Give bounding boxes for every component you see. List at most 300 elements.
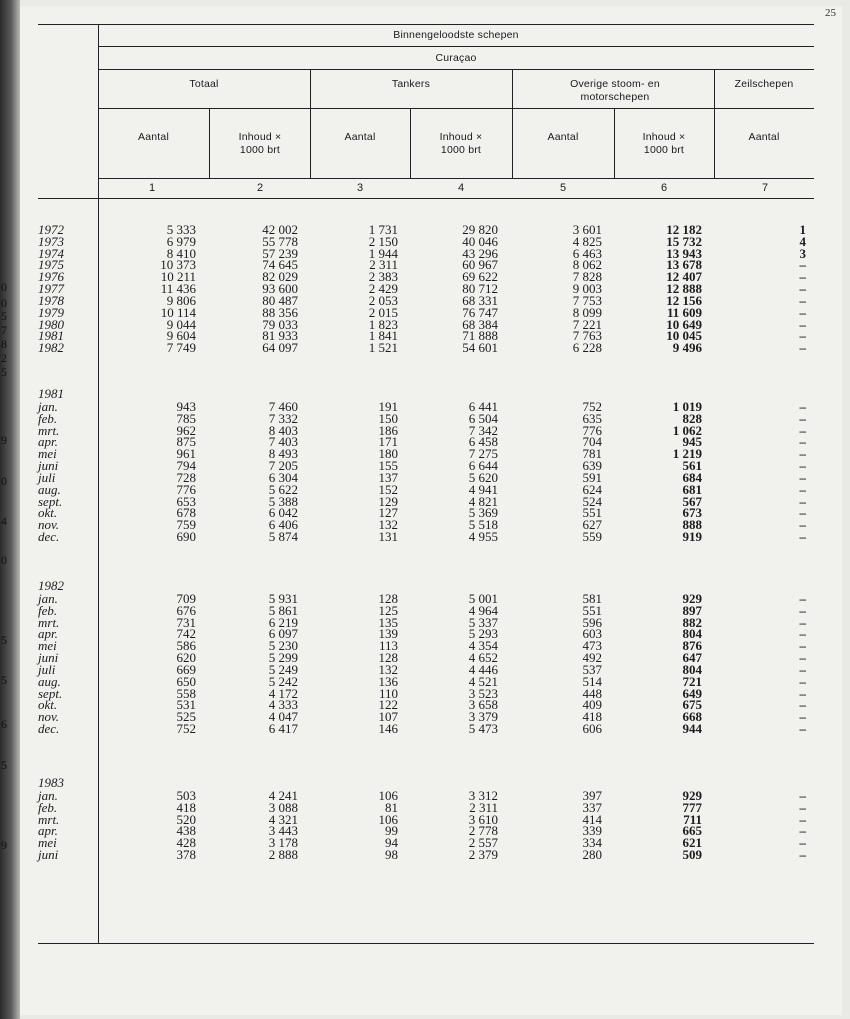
table-cell-col3: 186: [378, 422, 398, 438]
row-period-label: feb.: [38, 602, 58, 618]
table-cell-col5: 280: [582, 847, 602, 863]
table-cell-col4: 6 504: [468, 410, 498, 426]
table-cell-col1: 650: [176, 673, 196, 689]
col-divider-3: [614, 108, 615, 178]
table-cell-col3: 129: [378, 493, 398, 509]
table-cell-col2: 80 487: [262, 292, 298, 308]
table-cell-col3: 1 944: [368, 245, 398, 261]
table-cell-col1: 520: [176, 811, 196, 827]
table-cell-col4: 4 521: [468, 673, 498, 689]
table-cell-col2: 6 417: [268, 721, 298, 737]
table-cell-col2: 5 388: [268, 493, 298, 509]
table-cell-col7: –: [799, 638, 806, 654]
table-cell-col6: 649: [682, 685, 702, 701]
table-cell-col2: 55 778: [262, 233, 298, 249]
table-cell-col5: 596: [582, 614, 602, 630]
table-cell-col2: 64 097: [262, 340, 298, 356]
table-cell-col1: 503: [176, 788, 196, 803]
table-cell-col2: 3 178: [268, 835, 298, 851]
table-cell-col5: 603: [582, 626, 602, 642]
table-cell-col2: 6 406: [268, 517, 298, 533]
table-cell-col2: 6 042: [268, 505, 298, 521]
group-totaal: Totaal: [189, 78, 219, 90]
table-cell-col5: 551: [582, 505, 602, 521]
table-cell-col4: 76 747: [462, 304, 498, 320]
table-cell-col7: –: [799, 602, 806, 618]
margin-mark: 8: [1, 337, 7, 351]
table-cell-col1: 586: [176, 638, 196, 654]
table-cell-col5: 414: [582, 811, 602, 827]
table-cell-col1: 10 211: [160, 269, 196, 285]
table-cell-col7: –: [799, 614, 806, 630]
table-cell-col7: –: [799, 422, 806, 438]
table-cell-col4: 5 518: [468, 517, 498, 533]
table-cell-col7: –: [799, 835, 806, 851]
table-cell-col5: 776: [582, 422, 602, 438]
table-cell-col5: 704: [582, 434, 602, 450]
table-cell-col7: –: [799, 709, 806, 725]
row-period-label: mei: [38, 638, 57, 654]
table-cell-col2: 57 239: [262, 245, 298, 261]
col-head-inhoud-2: Inhoud × 1000 brt: [238, 131, 282, 156]
table-cell-col7: –: [799, 788, 806, 803]
row-period-label: sept.: [38, 685, 63, 701]
table-cell-col1: 558: [176, 685, 196, 701]
group-rule: [98, 108, 814, 109]
margin-mark: 7: [1, 323, 7, 337]
table-cell-col5: 4 825: [572, 233, 602, 249]
table-cell-col6: 9 496: [672, 340, 702, 356]
table-cell-col2: 5 230: [268, 638, 298, 654]
margin-mark: 9: [1, 838, 7, 852]
table-cell-col3: 1 823: [368, 316, 398, 332]
table-cell-col4: 80 712: [462, 281, 498, 297]
table-cell-col5: 473: [582, 638, 602, 654]
table-cell-col2: 7 205: [268, 458, 298, 474]
table-cell-col2: 6 097: [268, 626, 298, 642]
table-cell-col5: 334: [582, 835, 602, 851]
table-cell-col4: 4 941: [468, 481, 498, 497]
table-cell-col1: 5 333: [166, 222, 196, 237]
table-cell-col2: 7 460: [268, 399, 298, 414]
row-period-label: jan.: [38, 591, 58, 606]
table-cell-col1: 428: [176, 835, 196, 851]
table-cell-col6: 919: [682, 529, 702, 545]
table-cell-col3: 94: [385, 835, 398, 851]
table-cell-col3: 146: [378, 721, 398, 737]
table-cell-col4: 69 622: [462, 269, 498, 285]
table-cell-col1: 9 604: [166, 328, 196, 344]
table-cell-col7: –: [799, 446, 806, 462]
table-cell-col2: 4 321: [268, 811, 298, 827]
row-period-label: 1972: [38, 222, 64, 237]
table-cell-col1: 875: [176, 434, 196, 450]
table-cell-col4: 3 610: [468, 811, 498, 827]
table-cell-col6: 12 407: [666, 269, 702, 285]
table-cell-col7: –: [799, 626, 806, 642]
table-cell-col6: 929: [682, 591, 702, 606]
table-cell-col4: 5 001: [468, 591, 498, 606]
table-cell-col7: –: [799, 721, 806, 737]
table-cell-col3: 106: [378, 788, 398, 803]
table-cell-col5: 3 601: [572, 222, 602, 237]
table-cell-col7: –: [799, 434, 806, 450]
table-cell-col2: 88 356: [262, 304, 298, 320]
table-cell-col4: 6 458: [468, 434, 498, 450]
row-period-label: apr.: [38, 823, 58, 839]
table-cell-col4: 6 441: [468, 399, 498, 414]
margin-mark: 6: [1, 717, 7, 731]
table-cell-col4: 4 354: [468, 638, 498, 654]
table-cell-col2: 74 645: [262, 257, 298, 273]
table-cell-col2: 4 333: [268, 697, 298, 713]
bottom-rule: [38, 943, 814, 944]
table-cell-col3: 136: [378, 673, 398, 689]
table-cell-col4: 5 337: [468, 614, 498, 630]
table-cell-col2: 5 242: [268, 673, 298, 689]
table-cell-col2: 7 403: [268, 434, 298, 450]
table-subtitle: Curaçao: [435, 52, 477, 64]
margin-mark: 0: [1, 296, 7, 310]
table-cell-col4: 4 955: [468, 529, 498, 545]
row-period-label: 1976: [38, 269, 64, 285]
table-cell-col7: 1: [799, 222, 806, 237]
table-cell-col5: 627: [582, 517, 602, 533]
table-cell-col3: 155: [378, 458, 398, 474]
row-period-label: jan.: [38, 399, 58, 414]
group-overige: Overige stoom- en motorschepen: [570, 78, 660, 103]
table-cell-col4: 40 046: [462, 233, 498, 249]
table-cell-col7: 3: [799, 245, 806, 261]
table-cell-col4: 5 369: [468, 505, 498, 521]
table-cell-col4: 2 557: [468, 835, 498, 851]
top-rule: [38, 24, 814, 25]
col-head-aantal-1: Aantal: [138, 131, 169, 143]
table-cell-col5: 537: [582, 661, 602, 677]
table-cell-col7: –: [799, 493, 806, 509]
table-cell-col6: 675: [682, 697, 702, 713]
table-cell-col1: 731: [176, 614, 196, 630]
table-cell-col5: 492: [582, 650, 602, 666]
table-cell-col5: 9 003: [572, 281, 602, 297]
table-cell-col7: –: [799, 481, 806, 497]
row-period-label: mrt.: [38, 614, 60, 630]
table-cell-col1: 678: [176, 505, 196, 521]
table-cell-col2: 5 931: [268, 591, 298, 606]
table-cell-col3: 180: [378, 446, 398, 462]
table-cell-col6: 10 649: [666, 316, 702, 332]
table-cell-col4: 43 296: [462, 245, 498, 261]
table-cell-col1: 669: [176, 661, 196, 677]
table-cell-col6: 509: [682, 847, 702, 863]
table-cell-col6: 647: [682, 650, 702, 666]
table-cell-col5: 581: [582, 591, 602, 606]
table-cell-col6: 12 156: [666, 292, 702, 308]
col-number-6: 6: [660, 182, 668, 194]
table-cell-col4: 68 331: [462, 292, 498, 308]
book-spine: [0, 0, 20, 1019]
table-cell-col2: 5 622: [268, 481, 298, 497]
row-period-label: 1980: [38, 316, 64, 332]
table-cell-col6: 1 219: [672, 446, 702, 462]
table-cell-col1: 961: [176, 446, 196, 462]
table-cell-col5: 752: [582, 399, 602, 414]
table-cell-col6: 11 609: [666, 304, 702, 320]
table-cell-col2: 4 241: [268, 788, 298, 803]
table-cell-col3: 99: [385, 823, 398, 839]
table-cell-col6: 897: [682, 602, 702, 618]
table-cell-col4: 3 523: [468, 685, 498, 701]
table-cell-col7: –: [799, 269, 806, 285]
table-cell-col6: 15 732: [666, 233, 702, 249]
row-period-label: dec.: [38, 529, 60, 545]
table-cell-col1: 759: [176, 517, 196, 533]
table-cell-col6: 681: [682, 481, 702, 497]
table-cell-col6: 721: [682, 673, 702, 689]
row-period-label: jan.: [38, 788, 58, 803]
row-period-label: feb.: [38, 410, 58, 426]
table-cell-col6: 944: [682, 721, 702, 737]
table-cell-col7: 4: [799, 233, 806, 249]
table-cell-col7: –: [799, 811, 806, 827]
table-cell-col7: –: [799, 847, 806, 863]
col-head-aantal-5: Aantal: [547, 131, 579, 143]
title-rule: [98, 46, 814, 47]
table-cell-col6: 1 062: [672, 422, 702, 438]
table-cell-col5: 409: [582, 697, 602, 713]
margin-mark: 5: [1, 633, 7, 647]
table-cell-col5: 635: [582, 410, 602, 426]
row-period-label: 1974: [38, 245, 64, 261]
row-period-label: okt.: [38, 505, 58, 521]
table-cell-col3: 1 521: [368, 340, 398, 356]
row-period-label: apr.: [38, 626, 58, 642]
table-cell-col5: 551: [582, 602, 602, 618]
group-zeilschepen: Zeilschepen: [734, 78, 794, 90]
table-cell-col2: 8 403: [268, 422, 298, 438]
table-cell-col5: 7 828: [572, 269, 602, 285]
table-cell-col1: 8 410: [166, 245, 196, 261]
table-cell-col1: 7 749: [166, 340, 196, 356]
table-cell-col1: 794: [176, 458, 196, 474]
table-cell-col1: 9 044: [166, 316, 196, 332]
subtitle-rule: [98, 69, 814, 70]
table-cell-col6: 13 678: [666, 257, 702, 273]
table-title: Binnengeloodste schepen: [393, 29, 519, 41]
row-period-label: juni: [38, 458, 59, 474]
col-head-inhoud-4: Inhoud × 1000 brt: [439, 131, 483, 156]
table-cell-col4: 60 967: [462, 257, 498, 273]
margin-mark: 5: [1, 365, 7, 379]
table-cell-col3: 122: [378, 697, 398, 713]
col-number-7: 7: [761, 182, 769, 194]
row-period-label: juli: [38, 661, 56, 677]
table-cell-col5: 591: [582, 469, 602, 485]
row-period-label: okt.: [38, 697, 58, 713]
table-cell-col2: 4 172: [268, 685, 298, 701]
table-cell-col5: 339: [582, 823, 602, 839]
table-cell-col1: 742: [176, 626, 196, 642]
group-tankers: Tankers: [391, 78, 431, 90]
table-cell-col1: 728: [176, 469, 196, 485]
table-cell-col7: –: [799, 505, 806, 521]
table-cell-col6: 945: [682, 434, 702, 450]
table-cell-col5: 7 763: [572, 328, 602, 344]
table-cell-col4: 7 275: [468, 446, 498, 462]
table-cell-col4: 54 601: [462, 340, 498, 356]
table-cell-col3: 128: [378, 591, 398, 606]
table-cell-col1: 438: [176, 823, 196, 839]
table-cell-col4: 3 312: [468, 788, 498, 803]
group-divider-2: [512, 69, 513, 178]
table-cell-col1: 690: [176, 529, 196, 545]
table-cell-col6: 12 182: [666, 222, 702, 237]
table-cell-col5: 559: [582, 529, 602, 545]
table-cell-col6: 13 943: [666, 245, 702, 261]
row-period-label: juni: [38, 650, 59, 666]
margin-mark: 4: [1, 514, 7, 528]
table-cell-col4: 4 652: [468, 650, 498, 666]
margin-mark: 5: [1, 673, 7, 687]
col-divider-2: [410, 108, 411, 178]
table-cell-col5: 448: [582, 685, 602, 701]
margin-mark: 0: [1, 553, 7, 567]
table-cell-col4: 6 644: [468, 458, 498, 474]
table-cell-col4: 4 821: [468, 493, 498, 509]
row-period-label: nov.: [38, 517, 60, 533]
table-cell-col5: 7 753: [572, 292, 602, 308]
table-cell-col1: 709: [176, 591, 196, 606]
table-cell-col5: 7 221: [572, 316, 602, 332]
table-cell-col7: –: [799, 469, 806, 485]
col-number-4: 4: [457, 182, 465, 194]
table-cell-col3: 152: [378, 481, 398, 497]
table-cell-col3: 191: [378, 399, 398, 414]
table-cell-col7: –: [799, 673, 806, 689]
table-cell-col4: 71 888: [462, 328, 498, 344]
table-cell-col4: 3 658: [468, 697, 498, 713]
table-cell-col7: –: [799, 529, 806, 545]
row-period-label: 1982: [38, 340, 64, 356]
table-cell-col2: 5 874: [268, 529, 298, 545]
section-year-label: 1982: [38, 578, 64, 593]
table-cell-col1: 525: [176, 709, 196, 725]
table-cell-col4: 7 342: [468, 422, 498, 438]
table-cell-col2: 5 299: [268, 650, 298, 666]
table-cell-col2: 81 933: [262, 328, 298, 344]
row-period-label: mrt.: [38, 811, 60, 827]
table-cell-col7: –: [799, 340, 806, 356]
table-cell-col3: 171: [378, 434, 398, 450]
row-period-label: juli: [38, 469, 56, 485]
col-head-inhoud-6: Inhoud × 1000 brt: [642, 131, 686, 156]
table-cell-col5: 337: [582, 799, 602, 815]
row-period-label: mrt.: [38, 422, 60, 438]
table-cell-col6: 561: [682, 458, 702, 474]
table-cell-col2: 4 047: [268, 709, 298, 725]
table-cell-col1: 418: [176, 799, 196, 815]
table-cell-col6: 567: [682, 493, 702, 509]
table-cell-col6: 882: [682, 614, 702, 630]
table-cell-col3: 137: [378, 469, 398, 485]
table-cell-col4: 4 446: [468, 661, 498, 677]
table-cell-col7: –: [799, 661, 806, 677]
table-cell-col1: 11 436: [160, 281, 196, 297]
table-cell-col5: 524: [582, 493, 602, 509]
section-year-label: 1981: [38, 386, 64, 401]
table-cell-col6: 804: [682, 661, 702, 677]
row-period-label: mei: [38, 446, 57, 462]
table-cell-col3: 139: [378, 626, 398, 642]
table-cell-col7: –: [799, 410, 806, 426]
row-period-label: 1973: [38, 233, 64, 249]
table-cell-col3: 2 015: [368, 304, 398, 320]
table-cell-col5: 781: [582, 446, 602, 462]
table-cell-col3: 98: [385, 847, 398, 863]
col-number-2: 2: [256, 182, 264, 194]
row-period-label: sept.: [38, 493, 63, 509]
table-cell-col2: 2 888: [268, 847, 298, 863]
table-cell-col7: –: [799, 304, 806, 320]
table-cell-col4: 3 379: [468, 709, 498, 725]
table-cell-col1: 10 114: [160, 304, 196, 320]
table-cell-col7: –: [799, 591, 806, 606]
table-cell-col1: 531: [176, 697, 196, 713]
table-cell-col4: 4 964: [468, 602, 498, 618]
col-number-5: 5: [559, 182, 567, 194]
table-cell-col3: 106: [378, 811, 398, 827]
row-period-label: 1977: [38, 281, 64, 297]
table-cell-col2: 93 600: [262, 281, 298, 297]
table-cell-col2: 5 861: [268, 602, 298, 618]
margin-mark: 9: [1, 433, 7, 447]
table-cell-col6: 711: [683, 811, 702, 827]
table-cell-col6: 684: [682, 469, 702, 485]
row-period-label: aug.: [38, 673, 61, 689]
table-cell-col2: 6 304: [268, 469, 298, 485]
table-cell-col1: 785: [176, 410, 196, 426]
table-cell-col3: 128: [378, 650, 398, 666]
table-cell-col6: 888: [682, 517, 702, 533]
row-period-label: 1981: [38, 328, 64, 344]
table-cell-col3: 1 731: [368, 222, 398, 237]
row-period-label: 1978: [38, 292, 64, 308]
table-cell-col6: 929: [682, 788, 702, 803]
table-cell-col3: 110: [378, 685, 398, 701]
table-cell-col7: –: [799, 458, 806, 474]
table-cell-col1: 962: [176, 422, 196, 438]
margin-mark: 0: [1, 280, 7, 294]
table-cell-col2: 3 443: [268, 823, 298, 839]
table-cell-col3: 107: [378, 709, 398, 725]
table-cell-col6: 668: [682, 709, 702, 725]
table-cell-col4: 29 820: [462, 222, 498, 237]
table-cell-col1: 620: [176, 650, 196, 666]
table-cell-col1: 776: [176, 481, 196, 497]
table-cell-col3: 2 311: [369, 257, 398, 273]
row-period-label: 1979: [38, 304, 64, 320]
table-cell-col7: –: [799, 799, 806, 815]
table-cell-col7: –: [799, 399, 806, 414]
margin-mark: 5: [1, 758, 7, 772]
table-cell-col5: 639: [582, 458, 602, 474]
table-cell-col3: 2 429: [368, 281, 398, 297]
table-cell-col6: 10 045: [666, 328, 702, 344]
row-period-label: mei: [38, 835, 57, 851]
margin-mark: 2: [1, 351, 7, 365]
table-cell-col1: 10 373: [160, 257, 196, 273]
table-cell-col1: 9 806: [166, 292, 196, 308]
